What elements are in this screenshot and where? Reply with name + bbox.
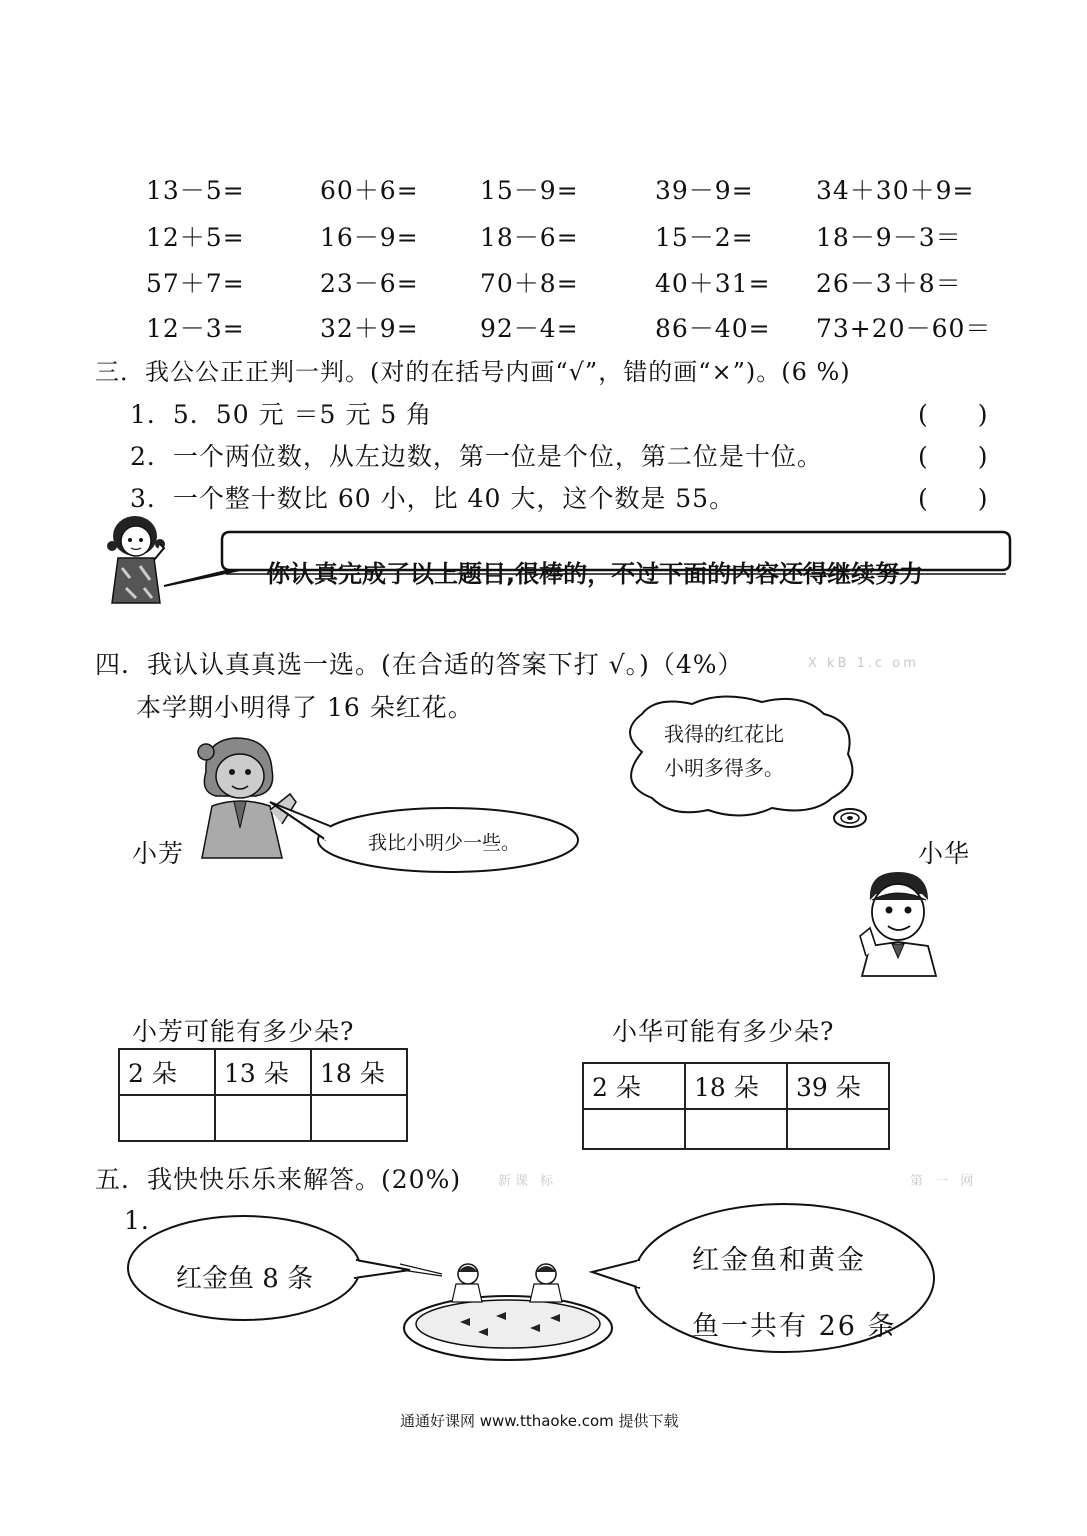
fish-pond-illustration <box>398 1262 618 1366</box>
equation: 57＋7= <box>146 269 245 298</box>
watermark: X kB 1.c om <box>808 656 919 671</box>
equation: 12＋5= <box>146 223 245 252</box>
equation: 86－40= <box>655 314 771 343</box>
equation: 34＋30＋9= <box>816 176 975 205</box>
equation: 15－2= <box>655 223 754 252</box>
judge-item-3: 3．一个整十数比 60 小，比 40 大，这个数是 55。 <box>130 484 736 513</box>
option-label: 18 朵 <box>685 1063 787 1109</box>
section4-title: 四．我认认真真选一选。(在合适的答案下打 √。)（4%） <box>95 650 744 679</box>
page-footer: 通通好课网 www.tthaoke.com 提供下载 <box>400 1412 679 1430</box>
option-answer-cell[interactable] <box>119 1095 215 1141</box>
banner-text-clip <box>236 532 996 588</box>
xiaohua-bubble-line1: 我得的红花比 <box>664 722 784 746</box>
answer-paren-3[interactable]: ( ) <box>918 484 988 513</box>
xiaohua-question: 小华可能有多少朵? <box>612 1017 835 1046</box>
equation: 18－9－3＝ <box>816 223 962 252</box>
equation: 73+20－60＝ <box>816 314 992 343</box>
option-answer-cell[interactable] <box>787 1109 889 1149</box>
section5-title: 五．我快快乐乐来解答。(20%) <box>95 1165 462 1194</box>
section4-intro: 本学期小明得了 16 朵红花。 <box>136 693 474 722</box>
xiaohua-options-table <box>582 1062 890 1150</box>
option-label: 13 朵 <box>215 1049 311 1095</box>
equation: 32＋9= <box>320 314 419 343</box>
equation: 23－6= <box>320 269 419 298</box>
equation: 70＋8= <box>480 269 579 298</box>
equation: 18－6= <box>480 223 579 252</box>
watermark: 新课 标 <box>498 1174 558 1189</box>
option-answer-cell[interactable] <box>311 1095 407 1141</box>
answer-paren-2[interactable]: ( ) <box>918 442 988 471</box>
watermark: 第 一 网 <box>910 1174 978 1189</box>
right-bubble-line2: 鱼一共有 26 条 <box>692 1311 897 1342</box>
equation: 12－3= <box>146 314 245 343</box>
answer-paren-1[interactable]: ( ) <box>918 400 988 429</box>
judge-item-2: 2．一个两位数，从左边数，第一位是个位，第二位是十位。 <box>130 442 823 471</box>
option-label: 2 朵 <box>119 1049 215 1095</box>
equation: 13－5= <box>146 176 245 205</box>
option-label: 18 朵 <box>311 1049 407 1095</box>
xiaofang-question: 小芳可能有多少朵? <box>132 1017 355 1046</box>
equation: 92－4= <box>480 314 579 343</box>
equation: 60＋6= <box>320 176 419 205</box>
equation: 16－9= <box>320 223 419 252</box>
section3-title: 三．我公公正正判一判。(对的在括号内画“√”，错的画“×”)。(6 %) <box>95 358 851 386</box>
xiaofang-bubble-text: 我比小明少一些。 <box>368 832 521 854</box>
option-answer-cell[interactable] <box>685 1109 787 1149</box>
xiaofang-name: 小芳 <box>132 839 185 868</box>
banner-text: 你认真完成了以上题目,很棒的，不过下面的内容还得继续努力 <box>266 560 924 588</box>
xiaohua-bubble-line2: 小明多得多。 <box>664 756 784 780</box>
option-answer-cell[interactable] <box>215 1095 311 1141</box>
option-label: 39 朵 <box>787 1063 889 1109</box>
xiaohua-name: 小华 <box>918 839 971 868</box>
equation: 15－9= <box>480 176 579 205</box>
equation: 26－3＋8＝ <box>816 269 962 298</box>
judge-item-1: 1．5．50 元 ＝5 元 5 角 <box>130 400 433 429</box>
equation: 39－9= <box>655 176 754 205</box>
option-label: 2 朵 <box>583 1063 685 1109</box>
left-bubble-text: 红金鱼 8 条 <box>176 1264 314 1294</box>
problem-number: 1. <box>124 1206 150 1235</box>
right-bubble-line1: 红金鱼和黄金 <box>692 1245 866 1276</box>
equation: 40＋31= <box>655 269 771 298</box>
xiaohua-illustration <box>856 866 940 978</box>
xiaofang-options-table <box>118 1048 408 1142</box>
option-answer-cell[interactable] <box>583 1109 685 1149</box>
